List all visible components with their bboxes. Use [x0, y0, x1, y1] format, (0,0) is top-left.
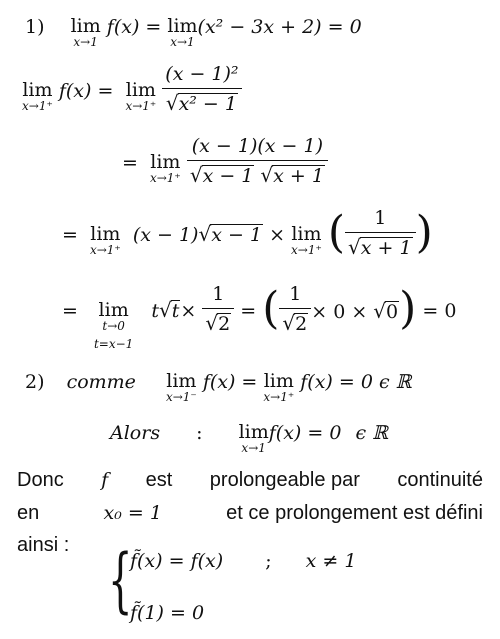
part2-number: 2)	[25, 371, 45, 393]
fraction: $\frac{1}{√x + 1}$	[345, 206, 416, 260]
limit: lim x→1⁺	[125, 79, 157, 113]
f-of-x: f(x) =	[58, 80, 114, 102]
fraction: $\frac{\text{(x − 1)²}}{\text{√x² − 1}}$	[162, 62, 241, 116]
line-2	[22, 62, 242, 116]
case-1: f̃(x) = f(x) ; x ≠ 1	[130, 550, 357, 572]
line-1	[25, 16, 362, 48]
limit: lim x→1	[238, 421, 269, 455]
limit: lim x→1⁺	[263, 370, 295, 404]
line-4: = lim x→1⁺ (x − 1)√x − 1 × lim x→1⁺ ( $\frac{1}{√x + 1}$ )	[62, 207, 433, 259]
line-3: = lim x→1⁺ $\frac{(x - 1)(x - 1)}{√x - 1 √x + 1}$	[122, 134, 328, 188]
limit: lim x→1	[70, 15, 101, 49]
fraction: $\frac{(x - 1)(x - 1)}{√x - 1 √x + 1}$	[187, 134, 328, 188]
part2-line-1: 2) comme lim x→1⁻ f(x) = lim x→1⁺ f(x) = 0 ϵ ℝ	[25, 370, 412, 404]
fraction: $\frac{1}{√2}$	[202, 282, 234, 336]
conclusion-line-3: ainsi :	[17, 534, 70, 556]
limit: lim x→1⁺	[149, 151, 181, 185]
f-of-x: f(x) =	[106, 16, 162, 38]
limit: lim x→1⁺	[22, 79, 53, 113]
left-brace: {	[108, 539, 133, 621]
conclusion-line-2: en x₀ = 1 et ce prolongement est défini	[17, 502, 483, 524]
case-2: f̃(1) = 0	[130, 602, 205, 624]
conclusion-line-1: Donc f est prolongeable par continuité	[17, 469, 483, 491]
part1-number: 1)	[25, 16, 45, 38]
limit: lim x→1⁺	[291, 223, 322, 257]
limit: lim x→1	[167, 15, 198, 49]
polynomial: (x² − 3x + 2) = 0	[197, 16, 362, 38]
limit: lim x→1⁻	[165, 370, 197, 404]
line-5: = lim t→0 t=x−1 t√t× $\frac{1}{√2}$ = ( $\frac{1}{√2}$ × 0 × √0) = 0	[62, 283, 457, 351]
part2-line-2: Alors : lim x→1 f(x) = 0 ϵ ℝ	[110, 421, 388, 455]
limit: lim t→0 t=x−1	[93, 299, 134, 351]
limit: lim x→1⁺	[89, 223, 121, 257]
fraction: $\frac{1}{√2}$	[279, 282, 311, 336]
